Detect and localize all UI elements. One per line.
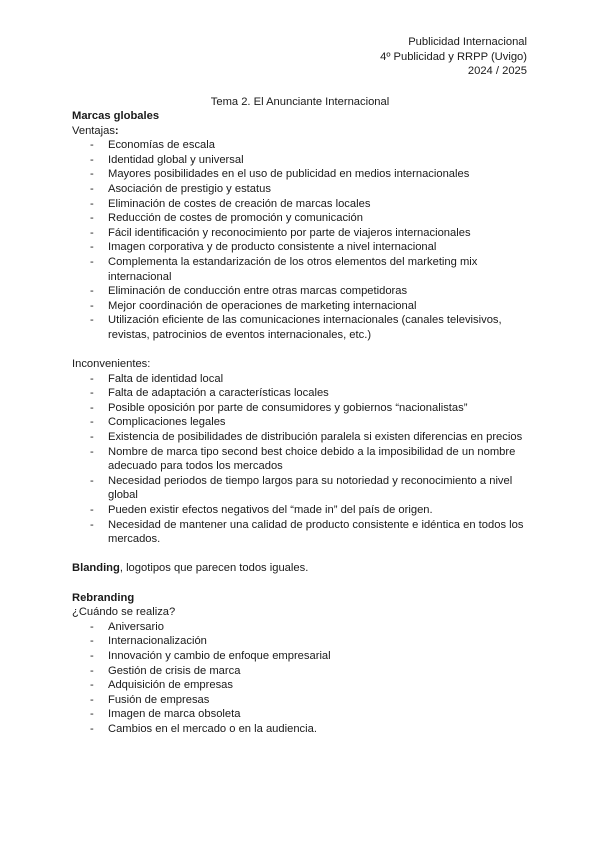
list-item: - Gestión de crisis de marca: [72, 664, 532, 679]
list-item: - Posible oposición por parte de consumidores y gobiernos “nacionalistas”: [72, 401, 532, 416]
list-item: - Falta de identidad local: [72, 372, 532, 387]
header-year: 2024 / 2025: [467, 65, 527, 78]
list-item: - Eliminación de costes de creación de marcas locales: [72, 197, 532, 212]
blanding-text: , logotipos que parecen todos iguales.: [119, 562, 309, 575]
list-item: - Fusión de empresas: [72, 693, 532, 708]
list-item: - Fácil identificación y reconocimiento por parte de viajeros internacionales: [72, 226, 532, 241]
list-item: - Nombre de marca tipo second best choice debido a la imposibilidad de un nombre adecuado para todos los mercados: [72, 445, 532, 474]
inconvenientes-list: [72, 372, 532, 547]
list-item: - Necesidad de mantener una calidad de producto consistente e idéntica en todos los mercados.: [72, 518, 532, 547]
list-item: - Asociación de prestigio y estatus: [72, 182, 532, 197]
list-item: - Necesidad periodos de tiempo largos para su notoriedad y reconocimiento a nivel global: [72, 474, 532, 503]
list-item: - Aniversario: [72, 620, 532, 635]
list-item: - Cambios en el mercado o en la audiencia.: [72, 722, 532, 737]
list-item: - Mejor coordinación de operaciones de marketing internacional: [72, 299, 532, 314]
inconvenientes-label: Inconvenientes:: [72, 358, 151, 371]
rebranding-question: ¿Cuándo se realiza?: [72, 606, 176, 619]
blanding-paragraph: [72, 561, 532, 576]
list-item: - Complementa la estandarización de los otros elementos del marketing mix internacional: [72, 255, 532, 284]
list-item: - Innovación y cambio de enfoque empresarial: [72, 649, 532, 664]
list-item: - Economías de escala: [72, 138, 532, 153]
ventajas-label: Ventajas:: [72, 124, 119, 137]
list-item: - Complicaciones legales: [72, 415, 532, 430]
list-item: - Mayores posibilidades en el uso de publicidad en medios internacionales: [72, 167, 532, 182]
document-title: Tema 2. El Anunciante Internacional: [210, 96, 390, 108]
section-heading-rebranding: Rebranding: [72, 591, 135, 604]
blanding-term: Blanding: [72, 562, 120, 575]
list-item: - Utilización eficiente de las comunicaciones internacionales (canales televisivos, revistas, patrocinios de eventos internacionales, etc.): [72, 313, 532, 342]
list-item: - Internacionalización: [72, 634, 532, 649]
list-item: - Imagen corporativa y de producto consistente a nivel internacional: [72, 240, 532, 255]
list-item: - Existencia de posibilidades de distribución paralela si existen diferencias en precios: [72, 430, 532, 445]
section-heading-marcas-globales: Marcas globales: [72, 110, 160, 122]
list-item: - Reducción de costes de promoción y comunicación: [72, 211, 532, 226]
header-course: Publicidad Internacional: [408, 36, 527, 48]
list-item: - Pueden existir efectos negativos del “made in” del país de origen.: [72, 503, 532, 518]
list-item: - Adquisición de empresas: [72, 678, 532, 693]
list-item: - Identidad global y universal: [72, 153, 532, 168]
header-degree: 4º Publicidad y RRPP (Uvigo): [380, 50, 527, 63]
ventajas-list: [72, 138, 532, 342]
document-header: [380, 35, 527, 79]
rebranding-list: [72, 620, 532, 737]
document-body: [72, 109, 532, 737]
list-item: - Eliminación de conducción entre otras marcas competidoras: [72, 284, 532, 299]
list-item: - Imagen de marca obsoleta: [72, 707, 532, 722]
list-item: - Falta de adaptación a características locales: [72, 386, 532, 401]
